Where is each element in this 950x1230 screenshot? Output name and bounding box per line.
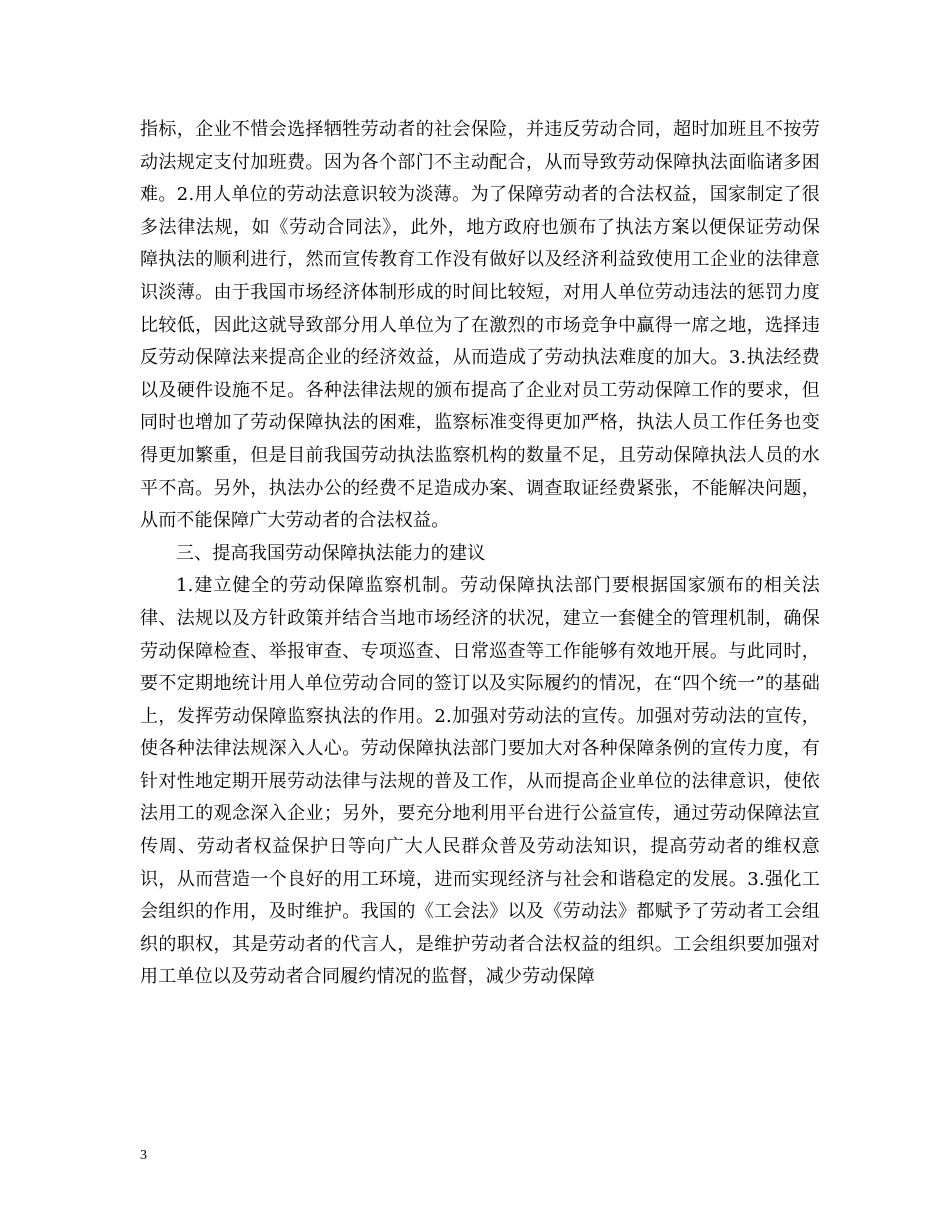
section-heading: 三、提高我国劳动保障执法能力的建议 [176, 542, 486, 564]
document-body [140, 114, 820, 994]
page-number: 3 [140, 1148, 147, 1163]
paragraph-continued: 指标，企业不惜会选择牺牲劳动者的社会保险，并违反劳动合同，超时加班且不按劳动法规定支付加班费。因为各个部门不主动配合，从而导致劳动保障执法面临诸多困难。2.用人单位的劳动法意识较为淡薄。为了保障劳动者的合法权益，国家制定了很多法律法规，如《劳动合同法》，此外，地方政府也颁布了执法方案以便保证劳动保障执法的顺利进行，然而宣传教育工作没有做好以及经济利益致使用工企业的法律意识淡薄。由于我国市场经济体制形成的时间比较短，对用人单位劳动违法的惩罚力度比较低，因此这就导致部分用人单位为了在激烈的市场竞争中赢得一席之地，选择违反劳动保障法来提高企业的经济效益，从而造成了劳动执法难度的加大。3.执法经费以及硬件设施不足。各种法律法规的颁布提高了企业对员工劳动保障工作的要求，但同时也增加了劳动保障执法的困难，监察标准变得更加严格，执法人员工作任务也变得更加繁重，但是目前我国劳动执法监察机构的数量不足，且劳动保障执法人员的水平不高。另外，执法办公的经费不足造成办案、调查取证经费紧张，不能解决问题，从而不能保障广大劳动者的合法权益。 [140, 119, 820, 532]
paragraph-suggestions: 1.建立健全的劳动保障监察机制。劳动保障执法部门要根据国家颁布的相关法律、法规以及方针政策并结合当地市场经济的状况，建立一套健全的管理机制，确保劳动保障检查、举报审查、专项巡查、日常巡查等工作能够有效地开展。与此同时，要不定期地统计用人单位劳动合同的签订以及实际履约的情况，在“四个统一”的基础上，发挥劳动保障监察执法的作用。2.加强对劳动法的宣传。加强对劳动法的宣传，使各种法律法规深入人心。劳动保障执法部门要加大对各种保障条例的宣传力度，有针对性地定期开展劳动法律与法规的普及工作，从而提高企业单位的法律意识，使依法用工的观念深入企业；另外，要充分地利用平台进行公益宣传，通过劳动保障法宣传周、劳动者权益保护日等向广大人民群众普及劳动法知识，提高劳动者的维权意识，从而营造一个良好的用工环境，进而实现经济与社会和谐稳定的发展。3.强化工会组织的作用，及时维护。我国的《工会法》以及《劳动法》都赋予了劳动者工会组织的职权，其是劳动者的代言人，是维护劳动者合法权益的组织。工会组织要加强对用工单位以及劳动者合同履约情况的监督，减少劳动保障 [140, 575, 820, 988]
